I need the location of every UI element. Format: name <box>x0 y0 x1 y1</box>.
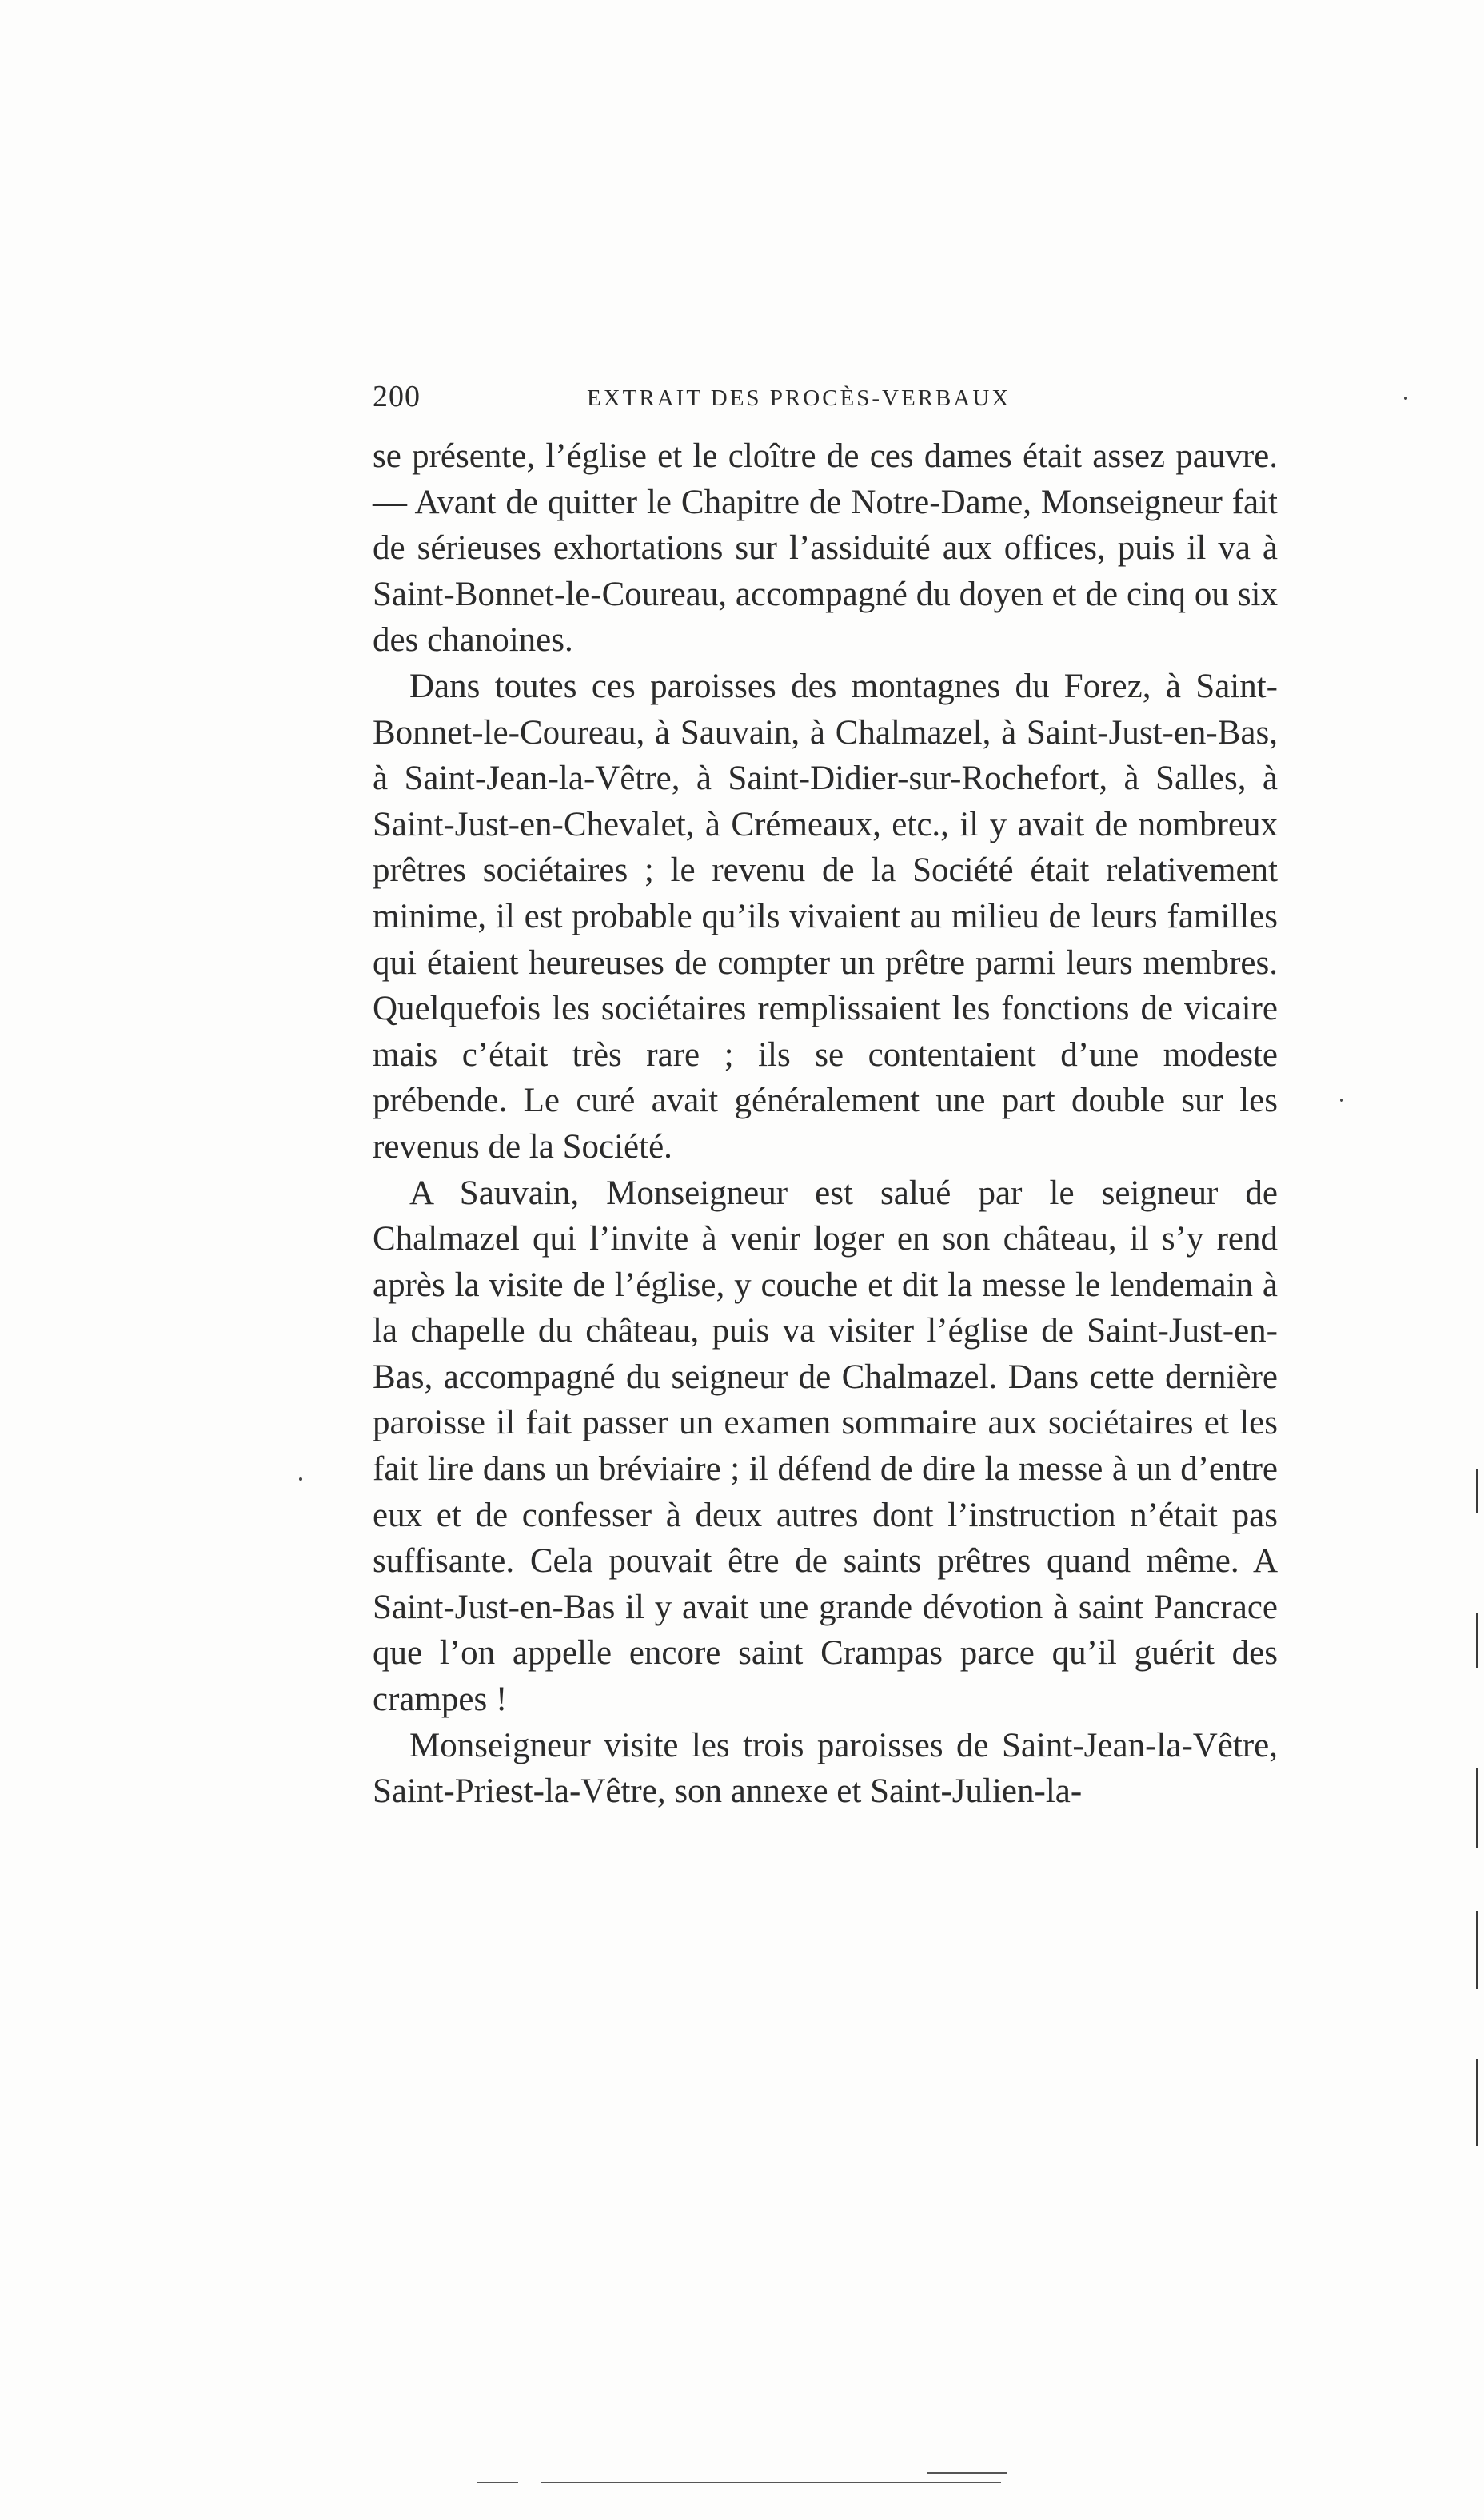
scan-margin-mark <box>1476 1469 1478 1513</box>
scan-margin-mark <box>1476 2059 1478 2146</box>
scan-bottom-rule <box>927 2472 1007 2474</box>
page-number: 200 <box>373 380 421 413</box>
scan-speck <box>1404 397 1407 400</box>
scan-speck <box>299 1477 302 1481</box>
body-text <box>373 433 1278 1815</box>
paragraph: Monseigneur visite les trois paroisses de Saint-Jean-la-Vêtre, Saint-Priest-la-Vêtre, son annexe et Saint-Julien-la- <box>373 1726 1278 1811</box>
scan-bottom-rule <box>541 2482 1001 2483</box>
scan-speck <box>1340 1099 1343 1102</box>
scan-margin-mark <box>1476 1613 1478 1668</box>
scan-bottom-rule <box>477 2482 518 2483</box>
scan-margin-mark <box>1476 1911 1478 1989</box>
running-head: EXTRAIT DES PROCÈS-VERBAUX <box>587 385 1011 411</box>
paragraph: Dans toutes ces paroisses des montagnes du Forez, à Saint-Bonnet-le-Coureau, à Sauvain, à Chalmazel, à Saint-Just-en-Bas, à Saint-Jean-la-Vêtre, à Saint-Didier-sur-Rochefort, à Salles, à Saint-Just-en-Chevalet, à Crémeaux, etc., il y avait de nombreux prêtres sociétaires ; le revenu de la Société était relativement minime, il est probable qu’ils vivaient au milieu de leurs familles qui étaient heureuses de compter un prêtre parmi leurs membres. Quelquefois les sociétaires remplissaient les fonctions de vicaire mais c’était très rare ; ils se contentaient d’une modeste prébende. Le curé avait généralement une part double sur les revenus de la Société. <box>373 667 1278 1166</box>
scan-margin-mark <box>1476 1768 1478 1848</box>
paragraph-continued: se présente, l’église et le cloître de ces dames était assez pauvre. — Avant de quitter le Chapitre de Notre-Dame, Monseigneur fait de sérieuses exhortations sur l’assiduité aux offices, puis il va à Saint-Bonnet-le-Coureau, accompagné du doyen et de cinq ou six des chanoines. <box>373 437 1278 660</box>
page-header <box>373 373 1278 421</box>
paragraph: A Sauvain, Monseigneur est salué par le seigneur de Chalmazel qui l’invite à venir loger en son château, il s’y rend après la visite de l’église, y couche et dit la messe le lendemain à la chapelle du château, puis va visiter l’église de Saint-Just-en-Bas, accompagné du seigneur de Chalmazel. Dans cette dernière paroisse il fait passer un examen sommaire aux sociétaires et les fait lire dans un bréviaire ; il défend de dire la messe à un d’entre eux et de confesser à deux autres dont l’instruction n’était pas suffisante. Cela pouvait être de saints prêtres quand même. A Saint-Just-en-Bas il y avait une grande dévotion à saint Pancrace que l’on appelle encore saint Crampas parce qu’il guérit des crampes ! <box>373 1174 1278 1719</box>
